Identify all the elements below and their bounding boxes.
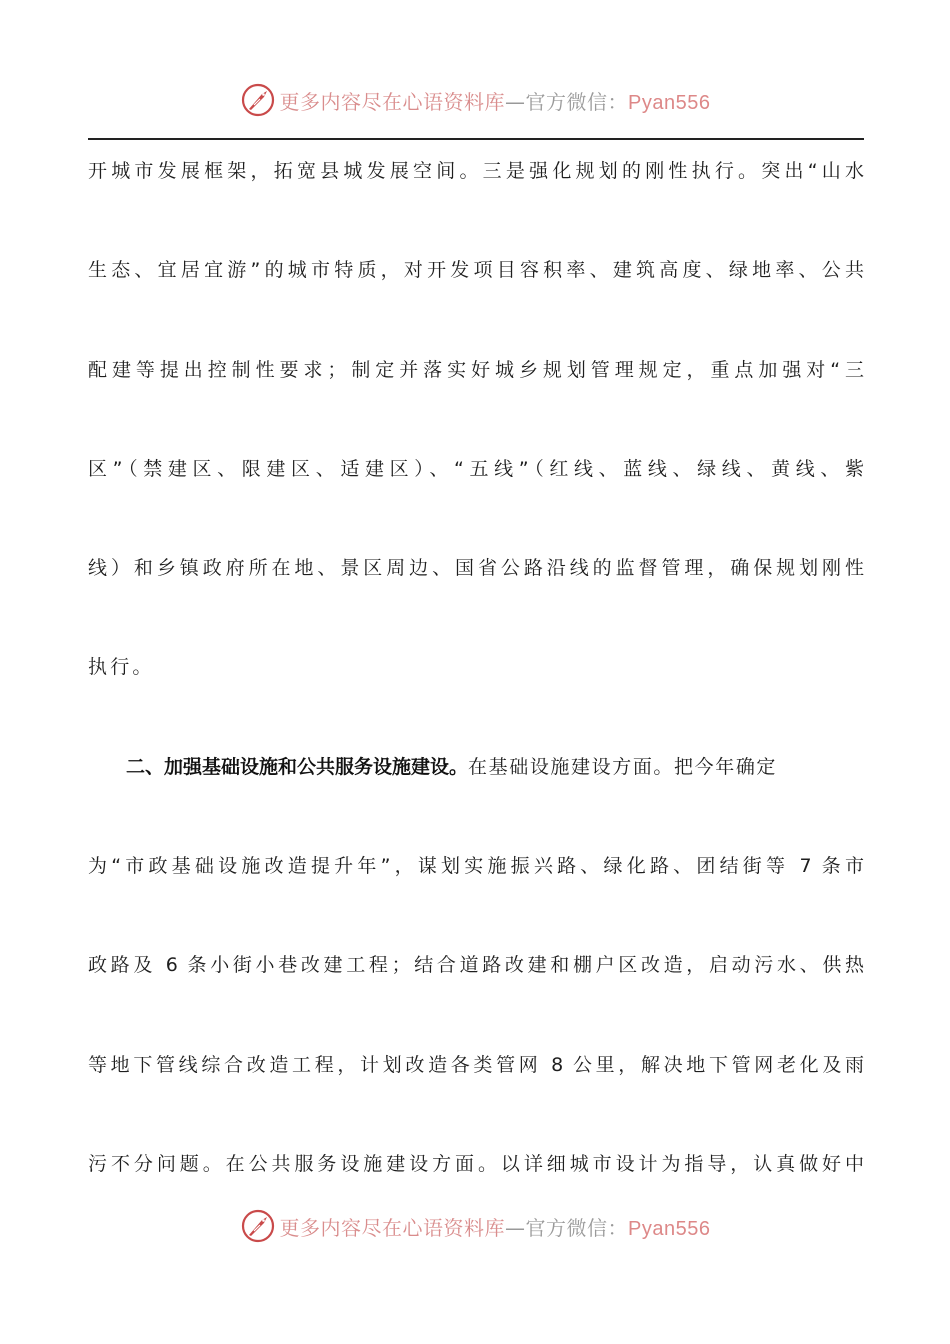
watermark-brand: 更多内容尽在心语资料库 <box>279 89 506 114</box>
paragraph-line: 线）和乡镇政府所在地、景区周边、国省公路沿线的监督管理，确保规划刚性 <box>88 557 864 580</box>
paragraph-line: 开城市发展框架，拓宽县城发展空间。三是强化规划的刚性执行。突出“山水 <box>88 160 864 182</box>
watermark-dash: — <box>505 1215 526 1240</box>
watermark-brand: 更多内容尽在心语资料库 <box>279 1215 506 1240</box>
watermark-dash: — <box>505 89 526 114</box>
paragraph-line: 为“市政基础设施改造提升年”，谋划实施振兴路、绿化路、团结街等 7 条市 <box>88 855 864 878</box>
paragraph-line: 配建等提出控制性要求；制定并落实好城乡规划管理规定，重点加强对“三 <box>88 358 864 381</box>
pen-nib-circle-icon <box>240 1208 276 1244</box>
watermark-text <box>280 86 711 115</box>
watermark-wechat-id: Pyan556 <box>628 91 711 114</box>
watermark-wechat-label: 官方微信： <box>525 1215 629 1240</box>
section-heading-rest: 在基础设施建设方面。把今年确定 <box>468 755 778 778</box>
pen-nib-circle-icon <box>240 82 276 118</box>
header-divider <box>88 138 864 140</box>
watermark-text <box>280 1212 711 1241</box>
watermark-wechat-id: Pyan556 <box>628 1217 711 1240</box>
footer-watermark <box>0 1208 950 1244</box>
paragraph-line: 政路及 6 条小街小巷改建工程；结合道路改建和棚户区改造，启动污水、供热 <box>88 954 864 977</box>
document-body <box>88 148 864 1240</box>
header-watermark <box>0 82 950 118</box>
section-heading-line <box>88 744 864 843</box>
paragraph-line: 等地下管线综合改造工程，计划改造各类管网 8 公里，解决地下管网老化及雨 <box>88 1053 864 1076</box>
section-heading: 二、加强基础设施和公共服务设施建设。 <box>126 755 469 778</box>
paragraph-line: 区”（禁建区、限建区、适建区）、“五线”（红线、蓝线、绿线、黄线、紫 <box>88 457 864 480</box>
paragraph-line: 执行。 <box>88 656 155 679</box>
paragraph-line: 污不分问题。在公共服务设施建设方面。以详细城市设计为指导，认真做好中 <box>88 1152 864 1175</box>
paragraph-line: 生态、宜居宜游”的城市特质，对开发项目容积率、建筑高度、绿地率、公共 <box>88 259 864 282</box>
watermark-wechat-label: 官方微信： <box>525 89 629 114</box>
